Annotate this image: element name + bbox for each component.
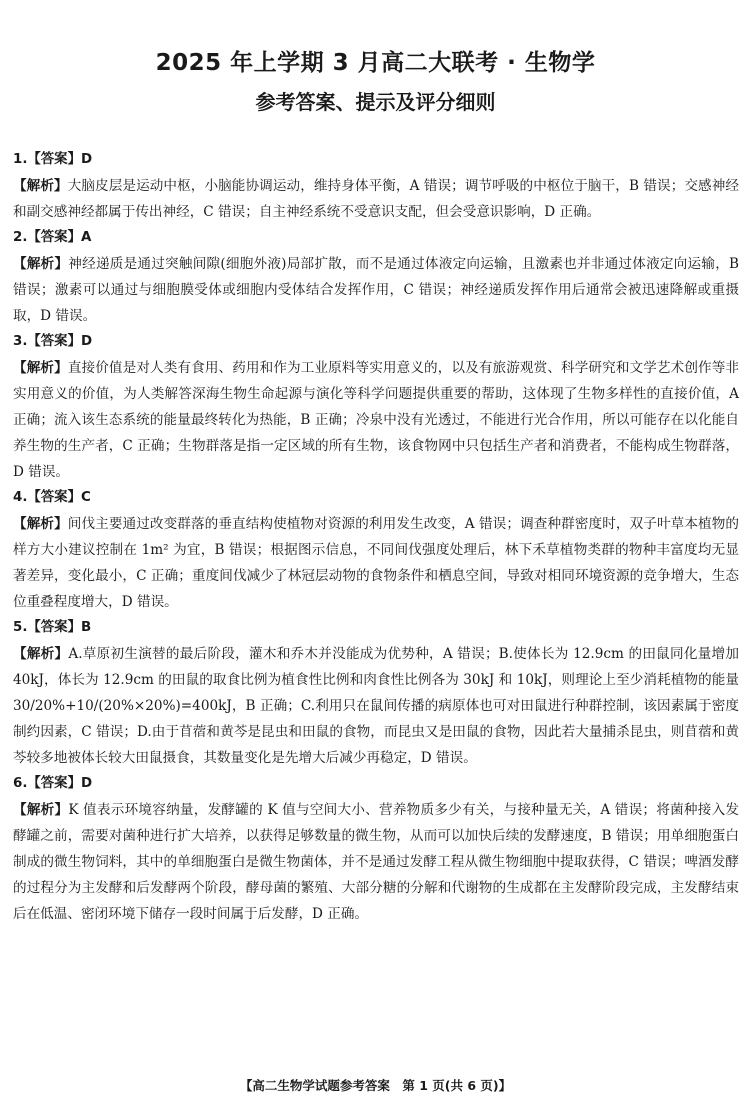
question-block-3 [13, 329, 739, 485]
analysis-tag: 【解析】 [13, 256, 69, 272]
analysis-text: 神经递质是通过突触间隙(细胞外液)局部扩散，而不是通过体液定向运输，且激素也并非通过体液定向运输，B 错误；激素可以通过与细胞膜受体或细胞内受体结合发挥作用，C 错误；神经递质发挥作用后通常会被迅速降解或重摄取，D 错误。 [13, 256, 740, 324]
analysis-paragraph [13, 797, 739, 927]
analysis-tag: 【解析】 [13, 516, 68, 532]
page-title: 2025 年上学期 3 月高二大联考 · 生物学 [155, 50, 596, 76]
answer-label: 6.【答案】D [13, 776, 93, 791]
analysis-paragraph [13, 355, 739, 485]
analysis-text: A.草原初生演替的最后阶段，灌木和乔木并没能成为优势种，A 错误；B.使体长为 12.9cm 的田鼠同化量增加 40kJ，体长为 12.9cm 的田鼠的取食比例为植食性比例和肉食性比例各为 30kJ 和 10kJ，则理论上至少消耗植物的能量 30/20%+10/(20%×20%)=400kJ，B 正确；C.利用只在鼠间传播的病原体也可对田鼠进行种群控制，该因素属于密度制约因素，C 错误；D.由于苜蓿和黄芩是昆虫和田鼠的食物，而昆虫又是田鼠的食物，因此若大量捕杀昆虫，则苜蓿和黄芩较多地被体长较大田鼠摄食，其数量变化是先增大后减少再稳定，D 错误。 [13, 646, 740, 766]
analysis-tag: 【解析】 [13, 802, 69, 818]
answer-label: 1.【答案】D [13, 152, 93, 167]
analysis-tag: 【解析】 [13, 646, 69, 662]
analysis-paragraph [13, 511, 739, 615]
analysis-tag: 【解析】 [13, 178, 68, 194]
analysis-text: 间伐主要通过改变群落的垂直结构使植物对资源的利用发生改变，A 错误；调查种群密度时，双子叶草本植物的样方大小建议控制在 1m² 为宜，B 错误；根据图示信息，不同间伐强度处理后，林下禾草植物类群的物种丰富度均无显著差异，变化最小，C 正确；重度间伐减少了林冠层动物的食物条件和栖息空间，导致对相同环境资源的竞争增大，生态位重叠程度增大，D 错误。 [13, 516, 740, 610]
answer-list [13, 147, 739, 927]
analysis-text: K 值表示环境容纳量，发酵罐的 K 值与空间大小、营养物质多少有关，与接种量无关，A 错误；将菌种接入发酵罐之前，需要对菌种进行扩大培养，以获得足够数量的微生物，从而可以加快后续的发酵速度，B 错误；用单细胞蛋白制成的微生物饲料，其中的单细胞蛋白是微生物菌体，并不是通过发酵工程从微生物细胞中提取获得，C 错误；啤酒发酵的过程分为主发酵和后发酵两个阶段，酵母菌的繁殖、大部分糖的分解和代谢物的生成都在主发酵阶段完成，主发酵结束后在低温、密闭环境下储存一段时间属于后发酵，D 正确。 [13, 802, 739, 922]
answer-label: 5.【答案】B [13, 620, 92, 635]
answer-label: 2.【答案】A [13, 230, 92, 245]
analysis-text: 直接价值是对人类有食用、药用和作为工业原料等实用意义的，以及有旅游观赏、科学研究和文学艺术创作等非实用意义的价值，为人类解答深海生物生命起源与演化等科学问题提供重要的帮助，这体现了生物多样性的直接价值，A 正确；流入该生态系统的能量最终转化为热能，B 正确；冷泉中没有光透过，不能进行光合作用，所以可能存在以化能自养生物的生产者，C 正确；生物群落是指一定区域的所有生物，该食物网中只包括生产者和消费者，不能构成生物群落，D 错误。 [13, 360, 740, 480]
analysis-paragraph [13, 173, 739, 225]
analysis-paragraph [13, 641, 739, 771]
question-block-1 [13, 147, 739, 225]
analysis-tag: 【解析】 [13, 360, 68, 376]
analysis-text: 大脑皮层是运动中枢，小脑能协调运动，维持身体平衡，A 错误；调节呼吸的中枢位于脑干，B 错误；交感神经和副交感神经都属于传出神经，C 错误；自主神经系统不受意识支配，但会受意识影响，D 正确。 [13, 178, 739, 220]
page-footer: 【高二生物学试题参考答案 第 1 页(共 6 页)】 [239, 1078, 512, 1093]
question-block-4 [13, 485, 739, 615]
question-block-2 [13, 225, 739, 329]
analysis-paragraph [13, 251, 739, 329]
page-subtitle: 参考答案、提示及评分细则 [255, 90, 496, 114]
answer-label: 4.【答案】C [13, 490, 91, 505]
answer-label: 3.【答案】D [13, 334, 93, 349]
question-block-6 [13, 771, 739, 927]
question-block-5 [13, 615, 739, 771]
